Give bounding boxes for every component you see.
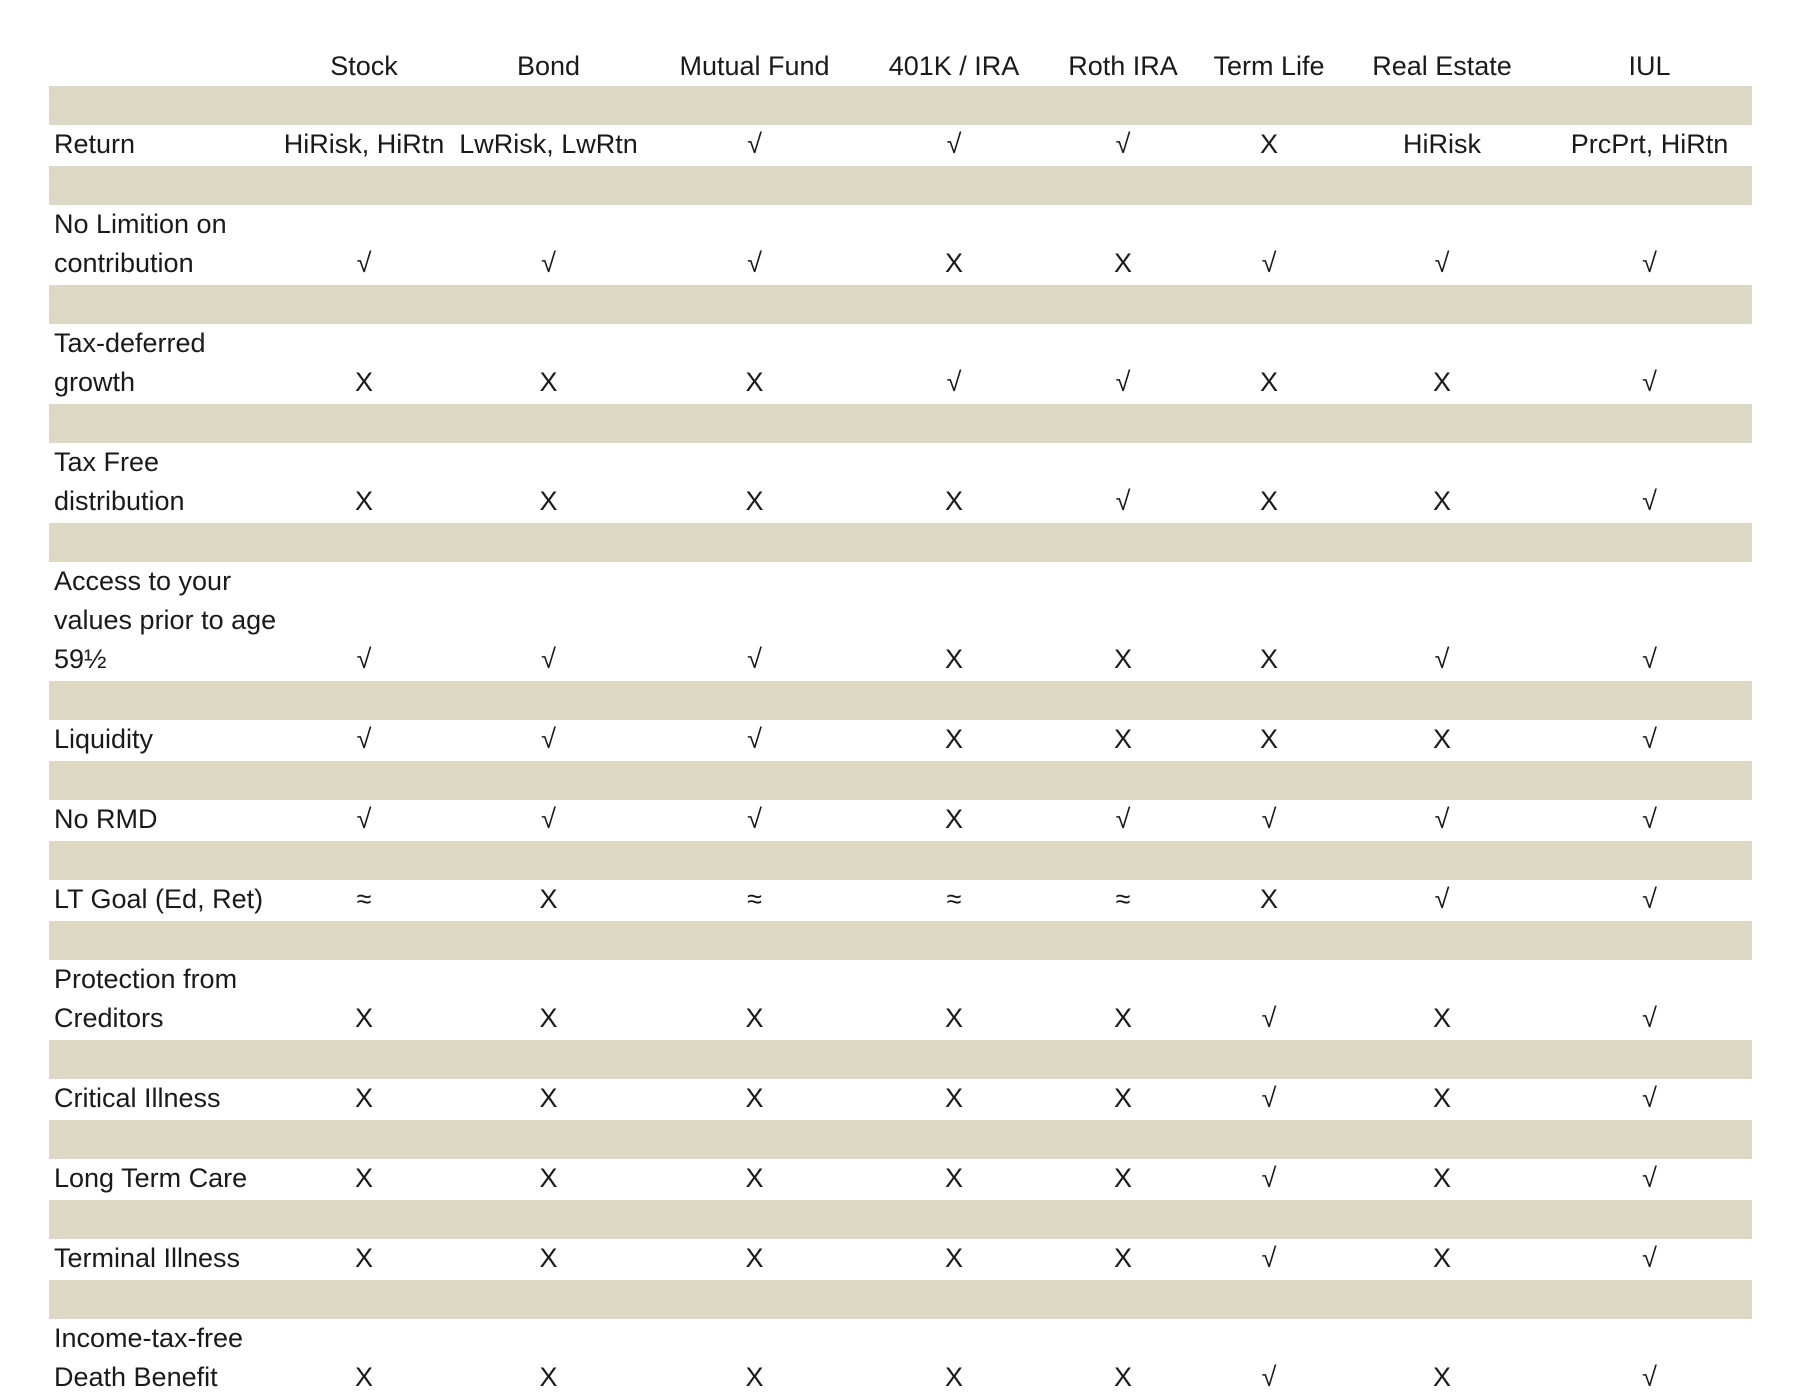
row-separator-band (49, 86, 1752, 125)
investment-comparison-table (49, 39, 1752, 1399)
separator-band (49, 1120, 1752, 1159)
check-mark-icon: √ (1261, 1083, 1277, 1113)
check-mark-icon: √ (1261, 1003, 1277, 1033)
x-mark-icon: X (1432, 486, 1451, 516)
check-mark-icon: √ (747, 248, 762, 278)
row-separator-band (49, 921, 1752, 960)
check-mark-icon: √ (356, 724, 372, 754)
check-mark-icon: √ (1434, 884, 1450, 914)
feature-label: LT Goal (Ed, Ret) (54, 884, 264, 914)
x-mark-icon: X (745, 367, 764, 397)
check-mark-icon: √ (747, 724, 762, 754)
check-mark-icon: √ (1434, 248, 1450, 278)
column-header: Real Estate (1372, 51, 1512, 81)
x-mark-icon: X (745, 1003, 764, 1033)
x-mark-icon: X (1113, 1362, 1132, 1392)
x-mark-icon: X (1113, 248, 1132, 278)
column-header: 401K / IRA (888, 51, 1020, 81)
approx-mark-icon: ≈ (747, 884, 762, 914)
check-mark-icon: √ (1261, 1163, 1277, 1193)
x-mark-icon: X (354, 367, 373, 397)
feature-label: Liquidity (54, 724, 154, 754)
table-row (49, 1239, 1752, 1280)
x-mark-icon: X (354, 1083, 373, 1113)
x-mark-icon: X (1259, 367, 1278, 397)
check-mark-icon: √ (1115, 486, 1131, 516)
check-mark-icon: √ (1642, 1083, 1657, 1113)
feature-label: Protection from Creditors (54, 964, 238, 1033)
feature-label: Tax Free distribution (54, 447, 185, 516)
feature-label: Terminal Illness (54, 1243, 241, 1273)
row-separator-band (49, 1120, 1752, 1159)
x-mark-icon: X (1432, 724, 1451, 754)
x-mark-icon: X (944, 1163, 963, 1193)
check-mark-icon: √ (946, 129, 962, 159)
x-mark-icon: X (1113, 644, 1132, 674)
cell-value: HiRisk (1403, 129, 1481, 159)
row-separator-band (49, 1040, 1752, 1079)
check-mark-icon: √ (1642, 1003, 1657, 1033)
x-mark-icon: X (1432, 1003, 1451, 1033)
check-mark-icon: √ (1115, 804, 1131, 834)
x-mark-icon: X (944, 248, 963, 278)
x-mark-icon: X (1259, 129, 1278, 159)
check-mark-icon: √ (356, 804, 372, 834)
approx-mark-icon: ≈ (1115, 884, 1131, 914)
x-mark-icon: X (539, 486, 558, 516)
cell-value: LwRisk, LwRtn (459, 129, 638, 159)
table-row (49, 1159, 1752, 1200)
feature-label: Long Term Care (54, 1163, 248, 1193)
check-mark-icon: √ (541, 644, 556, 674)
feature-label: Income-tax-free Death Benefit (54, 1323, 244, 1392)
header-row (49, 39, 1752, 86)
row-separator-band (49, 285, 1752, 324)
separator-band (49, 761, 1752, 800)
table-row (49, 720, 1752, 761)
check-mark-icon: √ (356, 644, 372, 674)
table-row (49, 125, 1752, 166)
check-mark-icon: √ (1642, 644, 1657, 674)
x-mark-icon: X (1432, 1083, 1451, 1113)
row-separator-band (49, 681, 1752, 720)
header-corner (49, 39, 277, 86)
separator-band (49, 166, 1752, 205)
x-mark-icon: X (1113, 1083, 1132, 1113)
check-mark-icon: √ (1642, 1362, 1657, 1392)
check-mark-icon: √ (1261, 1362, 1277, 1392)
x-mark-icon: X (1113, 1243, 1132, 1273)
check-mark-icon: √ (1115, 129, 1131, 159)
table-row (49, 324, 1752, 404)
row-separator-band (49, 404, 1752, 443)
x-mark-icon: X (1432, 1362, 1451, 1392)
separator-band (49, 1280, 1752, 1319)
table-row (49, 562, 1752, 681)
separator-band (49, 921, 1752, 960)
column-header: Bond (516, 51, 581, 81)
check-mark-icon: √ (1261, 1243, 1277, 1273)
x-mark-icon: X (745, 1083, 764, 1113)
check-mark-icon: √ (747, 804, 762, 834)
separator-band (49, 86, 1752, 125)
x-mark-icon: X (539, 1243, 558, 1273)
table-row (49, 205, 1752, 285)
check-mark-icon: √ (747, 644, 762, 674)
x-mark-icon: X (1259, 884, 1278, 914)
feature-label: No RMD (54, 804, 158, 834)
feature-label: Tax-deferred growth (54, 328, 206, 397)
check-mark-icon: √ (747, 129, 762, 159)
separator-band (49, 523, 1752, 562)
check-mark-icon: √ (1642, 1243, 1657, 1273)
x-mark-icon: X (944, 486, 963, 516)
column-header: Term Life (1213, 51, 1325, 81)
x-mark-icon: X (745, 486, 764, 516)
feature-label: Return (54, 129, 136, 159)
x-mark-icon: X (539, 1083, 558, 1113)
table-row (49, 1079, 1752, 1120)
approx-mark-icon: ≈ (356, 884, 372, 914)
x-mark-icon: X (354, 1243, 373, 1273)
separator-band (49, 1040, 1752, 1079)
check-mark-icon: √ (541, 804, 556, 834)
x-mark-icon: X (539, 884, 558, 914)
table-body (49, 86, 1752, 1399)
separator-band (49, 285, 1752, 324)
check-mark-icon: √ (1434, 644, 1450, 674)
x-mark-icon: X (745, 1243, 764, 1273)
approx-mark-icon: ≈ (946, 884, 962, 914)
separator-band (49, 841, 1752, 880)
x-mark-icon: X (1259, 724, 1278, 754)
feature-label: Critical Illness (54, 1083, 221, 1113)
x-mark-icon: X (354, 1362, 373, 1392)
x-mark-icon: X (1432, 367, 1451, 397)
cell-value: HiRisk, HiRtn (283, 129, 445, 159)
separator-band (49, 681, 1752, 720)
row-separator-band (49, 1200, 1752, 1239)
check-mark-icon: √ (1261, 248, 1277, 278)
x-mark-icon: X (354, 1163, 373, 1193)
check-mark-icon: √ (1642, 884, 1657, 914)
column-header: IUL (1628, 51, 1671, 81)
x-mark-icon: X (1259, 644, 1278, 674)
check-mark-icon: √ (1642, 724, 1657, 754)
table-row (49, 960, 1752, 1040)
check-mark-icon: √ (1642, 804, 1657, 834)
check-mark-icon: √ (1642, 367, 1657, 397)
separator-band (49, 1200, 1752, 1239)
row-separator-band (49, 841, 1752, 880)
x-mark-icon: X (944, 1362, 963, 1392)
x-mark-icon: X (745, 1163, 764, 1193)
x-mark-icon: X (539, 367, 558, 397)
check-mark-icon: √ (541, 724, 556, 754)
separator-band (49, 404, 1752, 443)
x-mark-icon: X (745, 1362, 764, 1392)
x-mark-icon: X (539, 1003, 558, 1033)
column-header: Roth IRA (1068, 51, 1178, 81)
x-mark-icon: X (539, 1163, 558, 1193)
column-header: Stock (330, 51, 398, 81)
row-separator-band (49, 523, 1752, 562)
row-separator-band (49, 166, 1752, 205)
x-mark-icon: X (1113, 1003, 1132, 1033)
x-mark-icon: X (1113, 724, 1132, 754)
row-separator-band (49, 761, 1752, 800)
check-mark-icon: √ (1642, 486, 1657, 516)
check-mark-icon: √ (1642, 248, 1657, 278)
feature-label: No Limition on contribution (54, 209, 227, 278)
x-mark-icon: X (1113, 1163, 1132, 1193)
x-mark-icon: X (944, 724, 963, 754)
feature-label: Access to your values prior to age 59½ (54, 566, 277, 674)
x-mark-icon: X (944, 804, 963, 834)
check-mark-icon: √ (1434, 804, 1450, 834)
check-mark-icon: √ (1115, 367, 1131, 397)
x-mark-icon: X (1432, 1163, 1451, 1193)
x-mark-icon: X (944, 1083, 963, 1113)
table-row (49, 800, 1752, 841)
check-mark-icon: √ (541, 248, 556, 278)
x-mark-icon: X (1432, 1243, 1451, 1273)
check-mark-icon: √ (356, 248, 372, 278)
check-mark-icon: √ (1261, 804, 1277, 834)
table-row (49, 880, 1752, 921)
check-mark-icon: √ (946, 367, 962, 397)
x-mark-icon: X (354, 486, 373, 516)
x-mark-icon: X (539, 1362, 558, 1392)
cell-value: PrcPrt, HiRtn (1570, 129, 1729, 159)
table-row (49, 1319, 1752, 1399)
x-mark-icon: X (944, 1003, 963, 1033)
x-mark-icon: X (944, 644, 963, 674)
row-separator-band (49, 1280, 1752, 1319)
x-mark-icon: X (354, 1003, 373, 1033)
column-header: Mutual Fund (679, 51, 830, 81)
table-row (49, 443, 1752, 523)
x-mark-icon: X (1259, 486, 1278, 516)
check-mark-icon: √ (1642, 1163, 1657, 1193)
x-mark-icon: X (944, 1243, 963, 1273)
